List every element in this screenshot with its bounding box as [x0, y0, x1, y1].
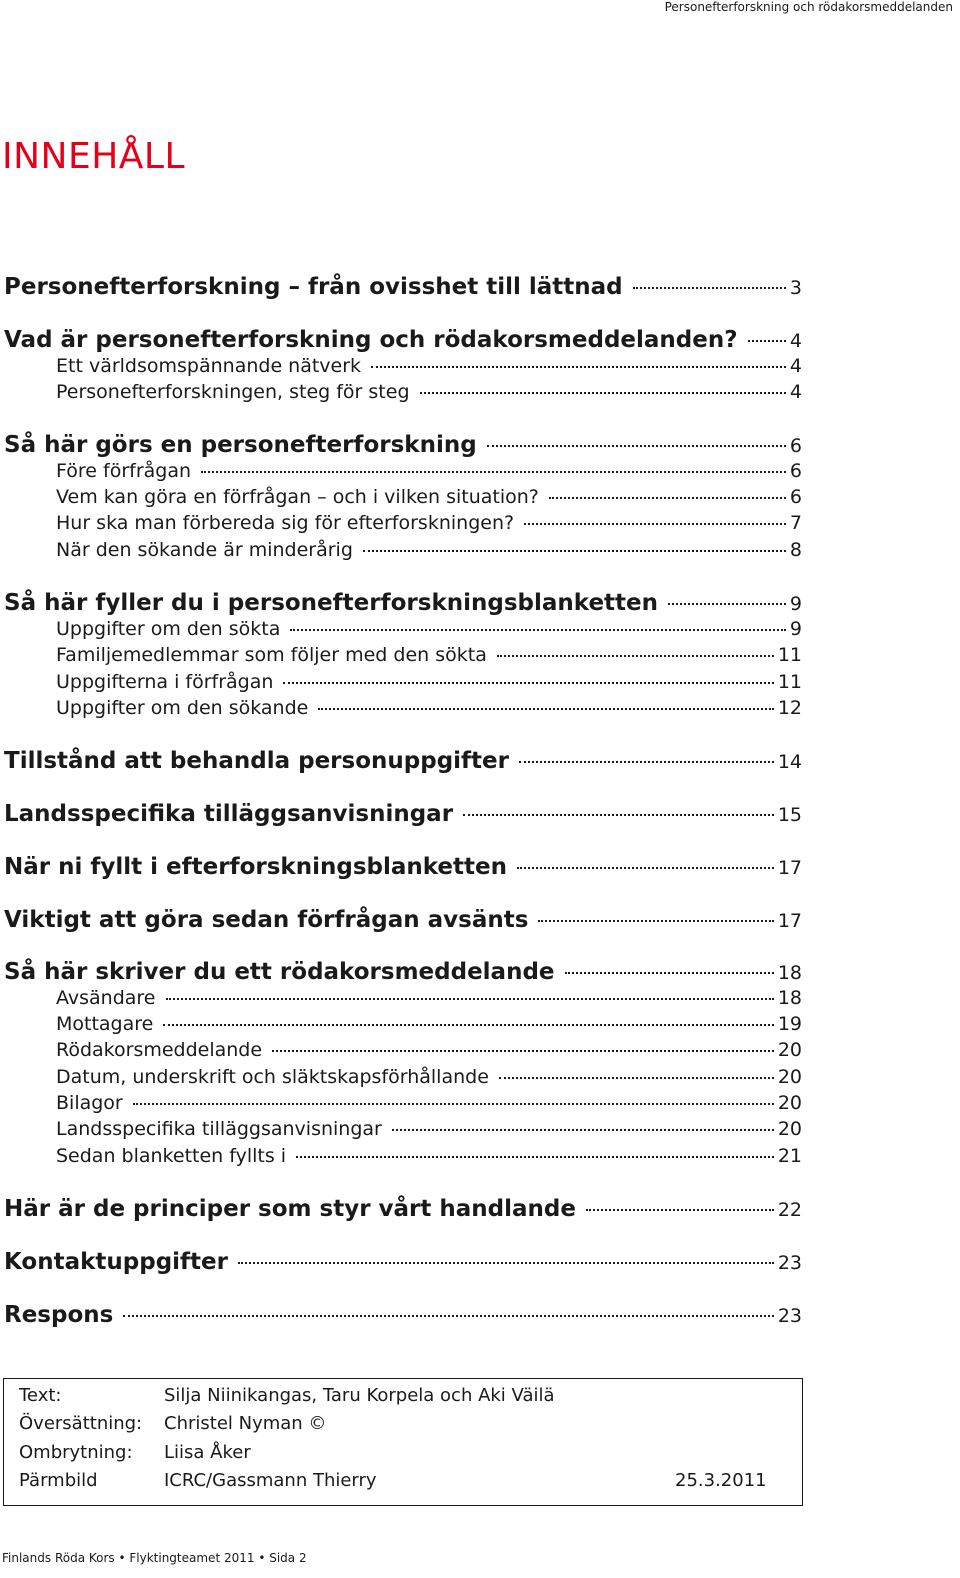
toc-dot-leader: [201, 471, 786, 473]
toc-dot-leader: [586, 1209, 774, 1211]
toc-subentry[interactable]: [0, 618, 802, 640]
toc-entry-label: Personefterforskning – från ovisshet till lättnad: [4, 274, 623, 300]
toc-dot-leader: [517, 867, 774, 869]
toc-page-number: 20: [777, 1118, 802, 1140]
toc-page-number: 21: [777, 1145, 802, 1167]
credit-row-layout: [19, 1442, 779, 1466]
credits-box: [3, 1378, 803, 1506]
credit-label: Översättning:: [19, 1413, 143, 1434]
toc-page-number: 23: [777, 1252, 802, 1274]
toc-subentry[interactable]: [0, 1066, 802, 1088]
toc-subentry[interactable]: [0, 539, 802, 561]
toc-page-number: 18: [777, 962, 802, 984]
toc-entry-label: Ett världsomspännande nätverk: [56, 355, 362, 377]
toc-dot-leader: [487, 445, 786, 447]
toc-entry-label: Före förfrågan: [56, 460, 192, 482]
toc-page-number: 3: [789, 277, 802, 299]
toc-subentry[interactable]: [0, 987, 802, 1009]
toc-subentry[interactable]: [0, 486, 802, 508]
toc-page-number: 6: [789, 435, 802, 457]
toc-entry[interactable]: [0, 1196, 802, 1222]
toc-entry[interactable]: [0, 907, 802, 933]
toc-subentry[interactable]: [0, 1013, 802, 1035]
toc-entry-label: Familjemedlemmar som följer med den sökta: [56, 644, 487, 666]
toc-dot-leader: [296, 1156, 774, 1158]
toc-entry-label: Landsspecifika tilläggsanvisningar: [4, 801, 454, 827]
toc-dot-leader: [392, 1129, 774, 1131]
toc-subentry[interactable]: [0, 460, 802, 482]
toc-entry-label: När den sökande är minderårig: [56, 539, 353, 561]
toc-entry-label: Landsspecifika tilläggsanvisningar: [56, 1118, 382, 1140]
toc-entry[interactable]: [0, 748, 802, 774]
toc-dot-leader: [290, 629, 786, 631]
toc-dot-leader: [420, 392, 786, 394]
toc-page-number: 9: [789, 618, 802, 640]
toc-page-number: 6: [789, 460, 802, 482]
toc-page-number: 11: [777, 644, 802, 666]
toc-entry-label: Sedan blanketten fyllts i: [56, 1145, 287, 1167]
toc-page-number: 18: [777, 987, 802, 1009]
toc-entry-label: Så här skriver du ett rödakorsmeddelande: [4, 959, 555, 985]
credit-value: ICRC/Gassmann Thierry: [164, 1470, 377, 1491]
toc-dot-leader: [318, 708, 773, 710]
toc-page-number: 15: [777, 804, 802, 826]
toc-dot-leader: [371, 366, 786, 368]
toc-subentry[interactable]: [0, 671, 802, 693]
page-title: INNEHÅLL: [2, 136, 186, 177]
toc-entry-label: Vem kan göra en förfrågan – och i vilken situation?: [56, 486, 539, 508]
toc-entry[interactable]: [0, 1249, 802, 1275]
toc-entry-label: Rödakorsmeddelande: [56, 1039, 263, 1061]
toc-entry-label: Hur ska man förbereda sig för efterforskningen?: [56, 512, 515, 534]
toc-page-number: 22: [777, 1199, 802, 1221]
toc-subentry[interactable]: [0, 697, 802, 719]
toc-entry-label: Personefterforskningen, steg för steg: [56, 381, 410, 403]
toc-entry[interactable]: [0, 1302, 802, 1328]
toc-page-number: 17: [777, 857, 802, 879]
toc-subentry[interactable]: [0, 1039, 802, 1061]
toc-dot-leader: [463, 814, 774, 816]
toc-subentry[interactable]: [0, 1092, 802, 1114]
toc-entry-label: Tillstånd att behandla personuppgifter: [4, 748, 509, 774]
credit-row-text: [19, 1385, 779, 1409]
toc-dot-leader: [363, 550, 786, 552]
toc-page-number: 4: [789, 381, 802, 403]
toc-entry-label: Vad är personefterforskning och rödakorsmeddelanden?: [4, 327, 738, 353]
toc-entry-label: Avsändare: [56, 987, 156, 1009]
toc-dot-leader: [123, 1315, 773, 1317]
toc-dot-leader: [748, 340, 786, 342]
toc-page-number: 4: [789, 355, 802, 377]
credit-row-cover: [19, 1470, 779, 1494]
toc-page-number: 7: [789, 512, 802, 534]
toc-subentry[interactable]: [0, 644, 802, 666]
toc-page-number: 20: [777, 1039, 802, 1061]
toc-entry-label: Uppgifter om den sökande: [56, 697, 309, 719]
toc-dot-leader: [166, 998, 774, 1000]
toc-page-number: 14: [777, 751, 802, 773]
toc-entry-label: När ni fyllt i efterforskningsblanketten: [4, 854, 507, 880]
credit-value: Liisa Åker: [164, 1442, 251, 1463]
credit-value: Christel Nyman ©: [164, 1413, 327, 1434]
toc-page-number: 12: [777, 697, 802, 719]
toc-subentry[interactable]: [0, 1118, 802, 1140]
toc-dot-leader: [524, 523, 786, 525]
toc-subentry[interactable]: [0, 1145, 802, 1167]
toc-dot-leader: [565, 972, 774, 974]
toc-subentry[interactable]: [0, 512, 802, 534]
running-header: Personefterforskning och rödakorsmeddelanden: [664, 0, 953, 14]
toc-dot-leader: [499, 1077, 774, 1079]
credit-label: Ombrytning:: [19, 1442, 133, 1463]
toc-entry[interactable]: [0, 801, 802, 827]
toc-entry-label: Uppgifter om den sökta: [56, 618, 281, 640]
toc-page-number: 20: [777, 1092, 802, 1114]
toc-entry-label: Datum, underskrift och släktskapsförhållande: [56, 1066, 489, 1088]
toc-entry[interactable]: [0, 854, 802, 880]
toc-dot-leader: [538, 920, 773, 922]
toc-dot-leader: [668, 603, 786, 605]
toc-entry-label: Uppgifterna i förfrågan: [56, 671, 274, 693]
toc-entry-label: Så här fyller du i personefterforskningsblanketten: [4, 590, 659, 616]
credit-value: Silja Niinikangas, Taru Korpela och Aki Väilä: [164, 1385, 555, 1406]
toc-entry-label: Här är de principer som styr vårt handlande: [4, 1196, 576, 1222]
toc-dot-leader: [283, 682, 773, 684]
toc-dot-leader: [238, 1262, 774, 1264]
toc-entry[interactable]: [0, 327, 802, 353]
toc-entry-label: Så här görs en personefterforskning: [4, 432, 477, 458]
toc-entry-label: Mottagare: [56, 1013, 154, 1035]
toc-page-number: 11: [777, 671, 802, 693]
page-footer: Finlands Röda Kors • Flyktingteamet 2011 • Sida 2: [2, 1551, 307, 1565]
toc-dot-leader: [272, 1050, 774, 1052]
toc-page-number: 17: [777, 910, 802, 932]
credit-row-translation: [19, 1413, 779, 1437]
toc-page-number: 9: [789, 593, 802, 615]
toc-page-number: 23: [777, 1305, 802, 1327]
toc-entry[interactable]: [0, 432, 802, 458]
toc-subentry[interactable]: [0, 355, 802, 377]
toc-entry-label: Viktigt att göra sedan förfrågan avsänts: [4, 907, 529, 933]
toc-page-number: 6: [789, 486, 802, 508]
publication-date: 25.3.2011: [675, 1470, 767, 1491]
toc-dot-leader: [633, 287, 786, 289]
toc-page-number: 4: [789, 330, 802, 352]
toc-entry[interactable]: [0, 274, 802, 300]
toc-entry[interactable]: [0, 590, 802, 616]
credit-label: Text:: [19, 1385, 62, 1406]
toc-entry-label: Respons: [4, 1302, 114, 1328]
toc-page-number: 8: [789, 539, 802, 561]
toc-entry-label: Bilagor: [56, 1092, 123, 1114]
toc-dot-leader: [497, 655, 774, 657]
toc-dot-leader: [549, 497, 786, 499]
toc-dot-leader: [163, 1024, 773, 1026]
toc-subentry[interactable]: [0, 381, 802, 403]
toc-page-number: 19: [777, 1013, 802, 1035]
credit-label: Pärmbild: [19, 1470, 98, 1491]
toc-dot-leader: [133, 1103, 774, 1105]
toc-entry-label: Kontaktuppgifter: [4, 1249, 228, 1275]
toc-entry[interactable]: [0, 959, 802, 985]
toc-dot-leader: [519, 761, 774, 763]
toc-page-number: 20: [777, 1066, 802, 1088]
